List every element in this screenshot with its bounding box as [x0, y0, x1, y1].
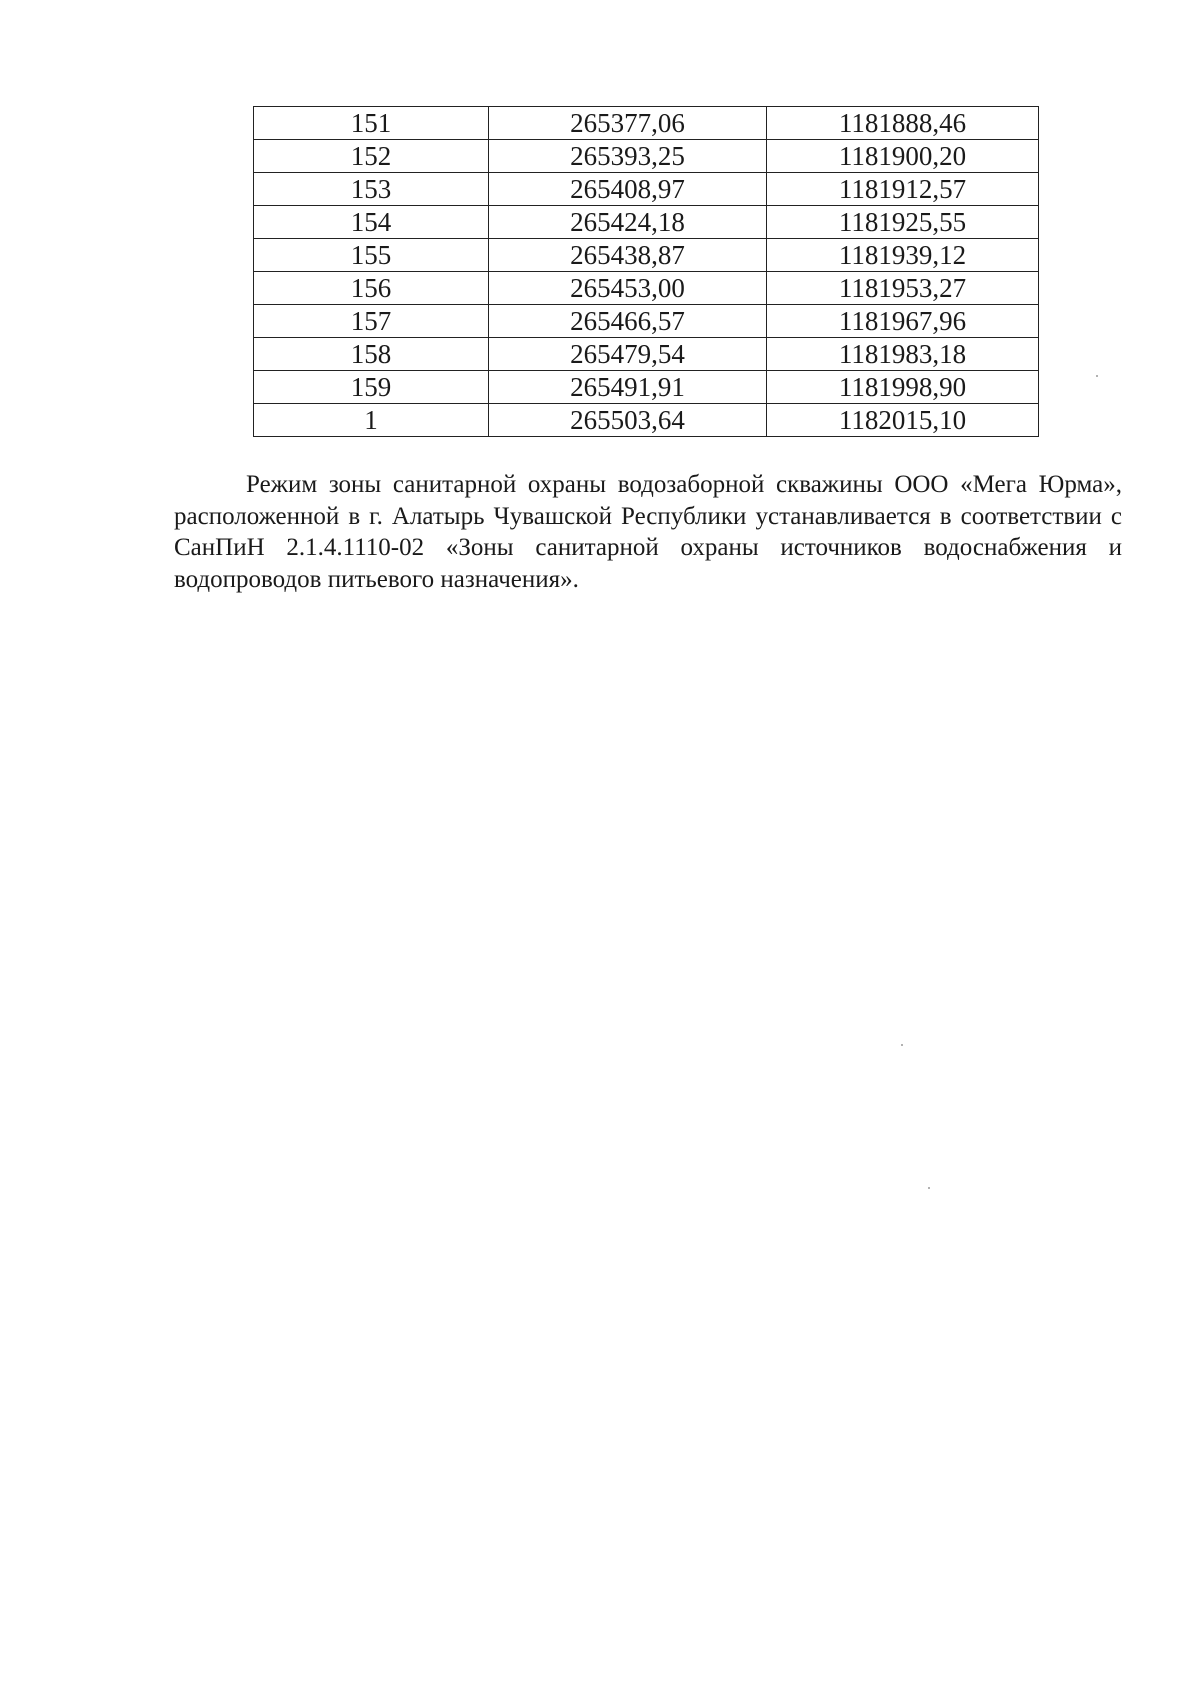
x-coordinate-cell: 265424,18 — [489, 206, 767, 239]
y-coordinate-cell: 1181967,96 — [767, 305, 1039, 338]
point-number-cell: 152 — [254, 140, 489, 173]
point-number-cell: 151 — [254, 107, 489, 140]
table-row — [254, 173, 1039, 206]
y-coordinate-cell: 1181925,55 — [767, 206, 1039, 239]
x-coordinate-cell: 265408,97 — [489, 173, 767, 206]
y-coordinate-cell: 1181912,57 — [767, 173, 1039, 206]
y-coordinate-cell: 1181888,46 — [767, 107, 1039, 140]
point-number-cell: 157 — [254, 305, 489, 338]
point-number-cell: 153 — [254, 173, 489, 206]
table-row — [254, 206, 1039, 239]
table-row — [254, 338, 1039, 371]
table-row — [254, 239, 1039, 272]
coordinates-table-body — [254, 107, 1039, 437]
table-row — [254, 404, 1039, 437]
y-coordinate-cell: 1182015,10 — [767, 404, 1039, 437]
body-paragraph: Режим зоны санитарной охраны водозаборной скважины ООО «Мега Юрма», расположенной в г. Алатырь Чувашской Республики устанавливается в соответствии с СанПиН 2.1.4.1110-02 «Зоны санитарной охраны источников водоснабжения и водопроводов питьевого назначения». — [174, 471, 1122, 593]
x-coordinate-cell: 265393,25 — [489, 140, 767, 173]
x-coordinate-cell: 265491,91 — [489, 371, 767, 404]
point-number-cell: 159 — [254, 371, 489, 404]
point-number-cell: 1 — [254, 404, 489, 437]
y-coordinate-cell: 1181983,18 — [767, 338, 1039, 371]
x-coordinate-cell: 265453,00 — [489, 272, 767, 305]
table-row — [254, 107, 1039, 140]
y-coordinate-cell: 1181998,90 — [767, 371, 1039, 404]
table-row — [254, 140, 1039, 173]
scan-speck — [1096, 375, 1098, 377]
point-number-cell: 156 — [254, 272, 489, 305]
x-coordinate-cell: 265377,06 — [489, 107, 767, 140]
table-row — [254, 371, 1039, 404]
point-number-cell: 154 — [254, 206, 489, 239]
y-coordinate-cell: 1181953,27 — [767, 272, 1039, 305]
x-coordinate-cell: 265503,64 — [489, 404, 767, 437]
table-row — [254, 272, 1039, 305]
point-number-cell: 155 — [254, 239, 489, 272]
y-coordinate-cell: 1181900,20 — [767, 140, 1039, 173]
scan-speck — [928, 1187, 930, 1189]
x-coordinate-cell: 265479,54 — [489, 338, 767, 371]
scan-speck — [901, 1044, 903, 1046]
x-coordinate-cell: 265438,87 — [489, 239, 767, 272]
point-number-cell: 158 — [254, 338, 489, 371]
x-coordinate-cell: 265466,57 — [489, 305, 767, 338]
y-coordinate-cell: 1181939,12 — [767, 239, 1039, 272]
coordinates-table — [253, 106, 1039, 437]
table-row — [254, 305, 1039, 338]
